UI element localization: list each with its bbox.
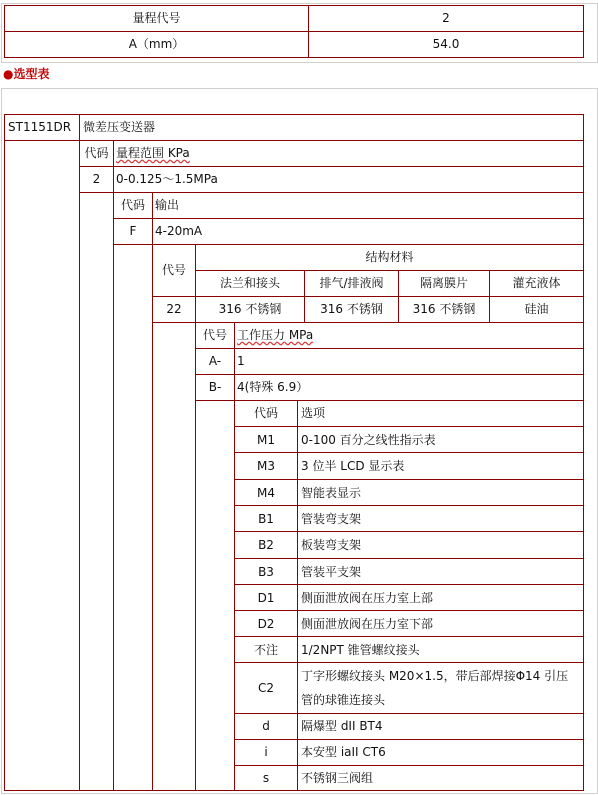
range-code-label: 量程代号	[132, 11, 181, 25]
option-value: 管装弯支架	[301, 512, 362, 526]
option-value: 侧面泄放阀在压力室上部	[301, 591, 434, 605]
section-title: ●选型表	[3, 67, 50, 81]
pressure-header-title: 工作压力 MPa	[237, 328, 314, 342]
material-value-vent-valve: 316 不锈钢	[320, 302, 383, 316]
option-value: 3 位半 LCD 显示表	[301, 459, 405, 473]
option-code: M3	[257, 459, 275, 473]
pressure-code: B-	[208, 380, 222, 394]
option-value: 智能表显示	[301, 486, 362, 500]
option-code: s	[262, 771, 270, 785]
material-col-diaphragm: 隔离膜片	[419, 276, 468, 290]
material-value-fill-fluid: 硅油	[524, 302, 549, 316]
option-value: 板装弯支架	[301, 538, 362, 552]
material-header-code: 代号	[161, 263, 186, 277]
model-name: 微差压变送器	[83, 120, 156, 134]
material-code: 22	[166, 302, 182, 316]
output-header-title: 输出	[155, 198, 180, 212]
option-code: B3	[258, 565, 274, 579]
option-value: 隔爆型 dII BT4	[301, 719, 383, 733]
option-value: 不锈钢三阀组	[301, 771, 374, 785]
dimension-a-label: A（mm）	[128, 37, 185, 51]
option-code: 不注	[253, 643, 278, 657]
option-value: 本安型 iaII CT6	[301, 745, 386, 759]
option-code: B1	[258, 512, 274, 526]
material-col-fill-fluid: 灌充液体	[512, 276, 561, 290]
model-code: ST1151DR	[8, 120, 72, 134]
material-col-flange: 法兰和接头	[219, 276, 280, 290]
material-value-diaphragm: 316 不锈钢	[412, 302, 476, 316]
options-header-title: 选项	[301, 406, 326, 420]
output-code: F	[129, 224, 137, 238]
option-code: M1	[257, 433, 275, 447]
material-col-vent-valve: 排气/排液阀	[319, 276, 384, 290]
option-value: 侧面泄放阀在压力室下部	[301, 617, 434, 631]
range-code-value: 2	[442, 11, 450, 25]
pressure-value: 1	[237, 354, 245, 368]
option-value: 管装平支架	[301, 565, 362, 579]
option-value-line1: 丁字形螺纹接头 M20×1.5，带后部焊接Φ14 引压	[301, 669, 569, 683]
page-frame-bottom	[1, 88, 598, 794]
option-code: C2	[257, 681, 274, 695]
option-code: M4	[257, 486, 275, 500]
dimension-a-value: 54.0	[432, 37, 460, 51]
option-code: B2	[258, 538, 274, 552]
option-code: d	[262, 719, 270, 733]
options-header-code: 代码	[253, 406, 278, 420]
range-header-title: 量程范围 KPa	[116, 146, 190, 160]
option-code: i	[264, 745, 268, 759]
option-code: D1	[257, 591, 275, 605]
material-value-flange: 316 不锈钢	[218, 302, 282, 316]
range-value: 0-0.125～1.5MPa	[116, 172, 218, 186]
option-value: 1/2NPT 锥管螺纹接头	[301, 643, 420, 657]
output-value: 4-20mA	[155, 224, 203, 238]
pressure-code: A-	[208, 354, 222, 368]
material-group-title: 结构材料	[365, 250, 414, 264]
option-value-line2: 管的球锥连接头	[301, 693, 386, 707]
output-header-code: 代码	[120, 198, 145, 212]
option-value: 0-100 百分之线性指示表	[301, 433, 436, 447]
option-code: D2	[257, 617, 275, 631]
range-header-code: 代码	[84, 146, 109, 160]
pressure-header-code: 代号	[202, 328, 227, 342]
range-code: 2	[92, 172, 101, 186]
pressure-value: 4(特殊 6.9）	[237, 380, 309, 394]
